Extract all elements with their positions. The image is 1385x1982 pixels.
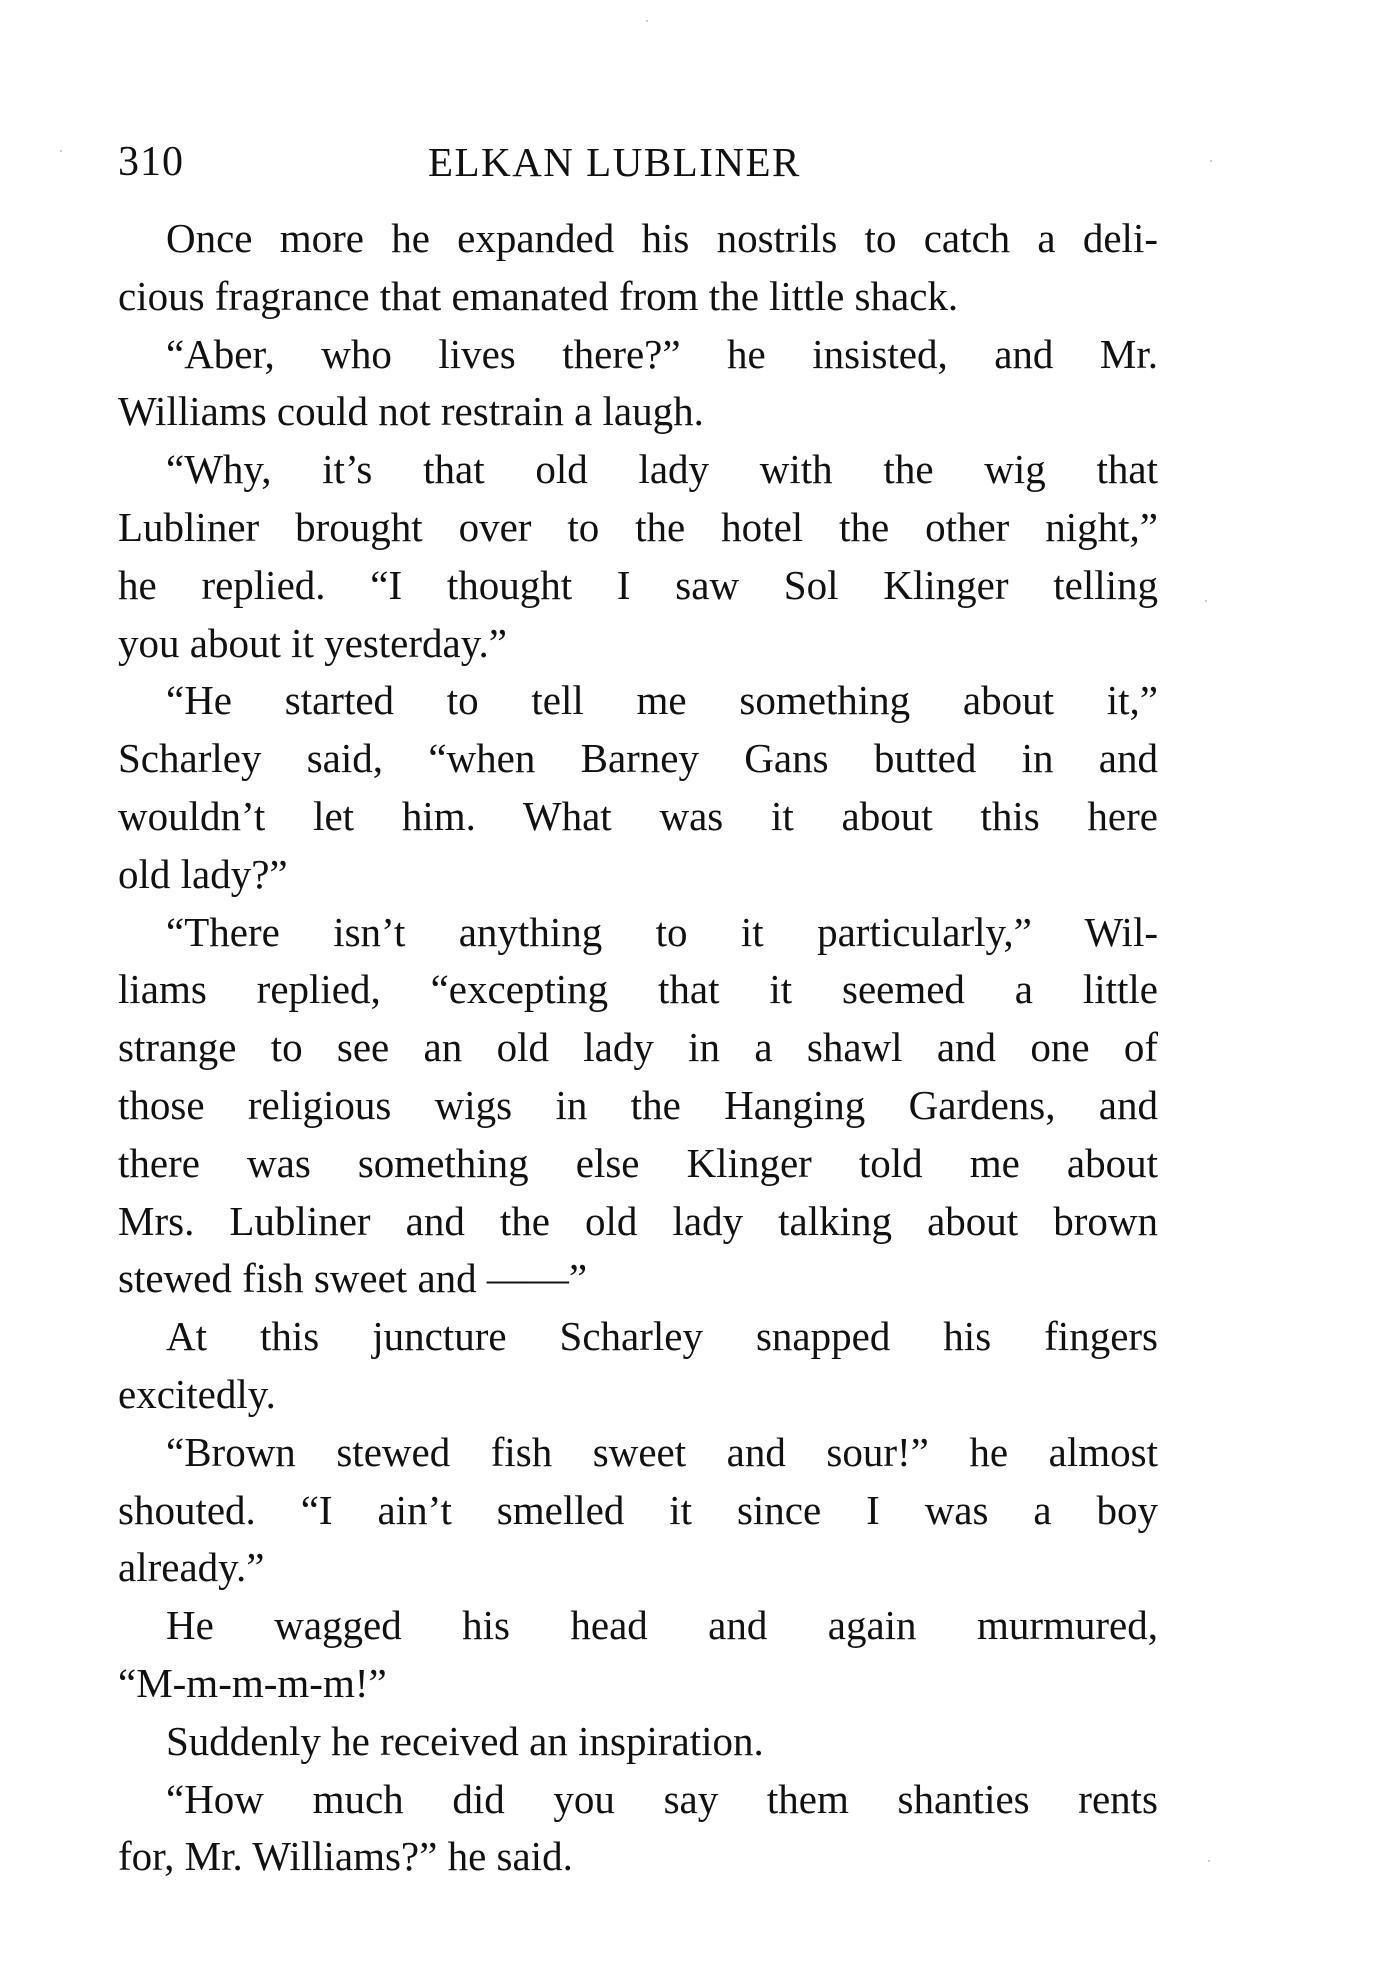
text-line: “Brown stewed fish sweet and sour!” he almost [166, 1428, 1158, 1475]
text-line: wouldn’t let him. What was it about this here [118, 792, 1158, 839]
body-text [118, 210, 1158, 1886]
text-line: Lubliner brought over to the hotel the other night,” [118, 503, 1158, 550]
text-line: he replied. “I thought I saw Sol Klinger telling [118, 561, 1158, 608]
text-line: “Aber, who lives there?” he insisted, and Mr. [166, 330, 1158, 377]
paper-speck [60, 150, 62, 152]
text-line: there was something else Klinger told me about [118, 1139, 1158, 1186]
running-title: ELKAN LUBLINER [428, 139, 801, 185]
text-line: Once more he expanded his nostrils to catch a deli- [166, 215, 1158, 261]
text-line: strange to see an old lady in a shawl and one of [118, 1024, 1158, 1071]
paper-speck [646, 20, 648, 22]
page-header [118, 132, 1158, 192]
text-line: Mrs. Lubliner and the old lady talking about brown [118, 1197, 1158, 1244]
text-line: “There isn’t anything to it particularly,” Wil- [166, 908, 1158, 955]
text-line: you about it yesterday.” [118, 619, 507, 666]
text-line: liams replied, “excepting that it seemed a little [118, 966, 1158, 1013]
text-line: Scharley said, “when Barney Gans butted in and [118, 735, 1158, 782]
text-line: stewed fish sweet and ——” [118, 1255, 588, 1302]
paper-speck [1210, 160, 1212, 162]
text-line: cious fragrance that emanated from the little shack. [118, 272, 959, 319]
text-line: shouted. “I ain’t smelled it since I was a boy [118, 1486, 1158, 1533]
text-line: He wagged his head and again murmured, [166, 1602, 1158, 1649]
text-line: “How much did you say them shanties rents [166, 1775, 1158, 1822]
text-line: “Why, it’s that old lady with the wig that [166, 446, 1158, 493]
text-line: already.” [118, 1544, 265, 1591]
text-line: those religious wigs in the Hanging Gardens, and [118, 1081, 1158, 1128]
text-line: At this juncture Scharley snapped his fingers [166, 1313, 1158, 1360]
text-line: for, Mr. Williams?” he said. [118, 1833, 573, 1880]
text-line: Williams could not restrain a laugh. [118, 388, 704, 435]
text-line: excitedly. [118, 1370, 276, 1417]
text-line: “M-m-m-m-m!” [118, 1659, 387, 1706]
paper-speck [1208, 1860, 1210, 1862]
text-line: “He started to tell me something about it,” [166, 677, 1158, 724]
text-line: old lady?” [118, 850, 288, 897]
paper-speck [1205, 600, 1207, 602]
text-line: Suddenly he received an inspiration. [166, 1717, 764, 1764]
page-number: 310 [118, 139, 184, 185]
